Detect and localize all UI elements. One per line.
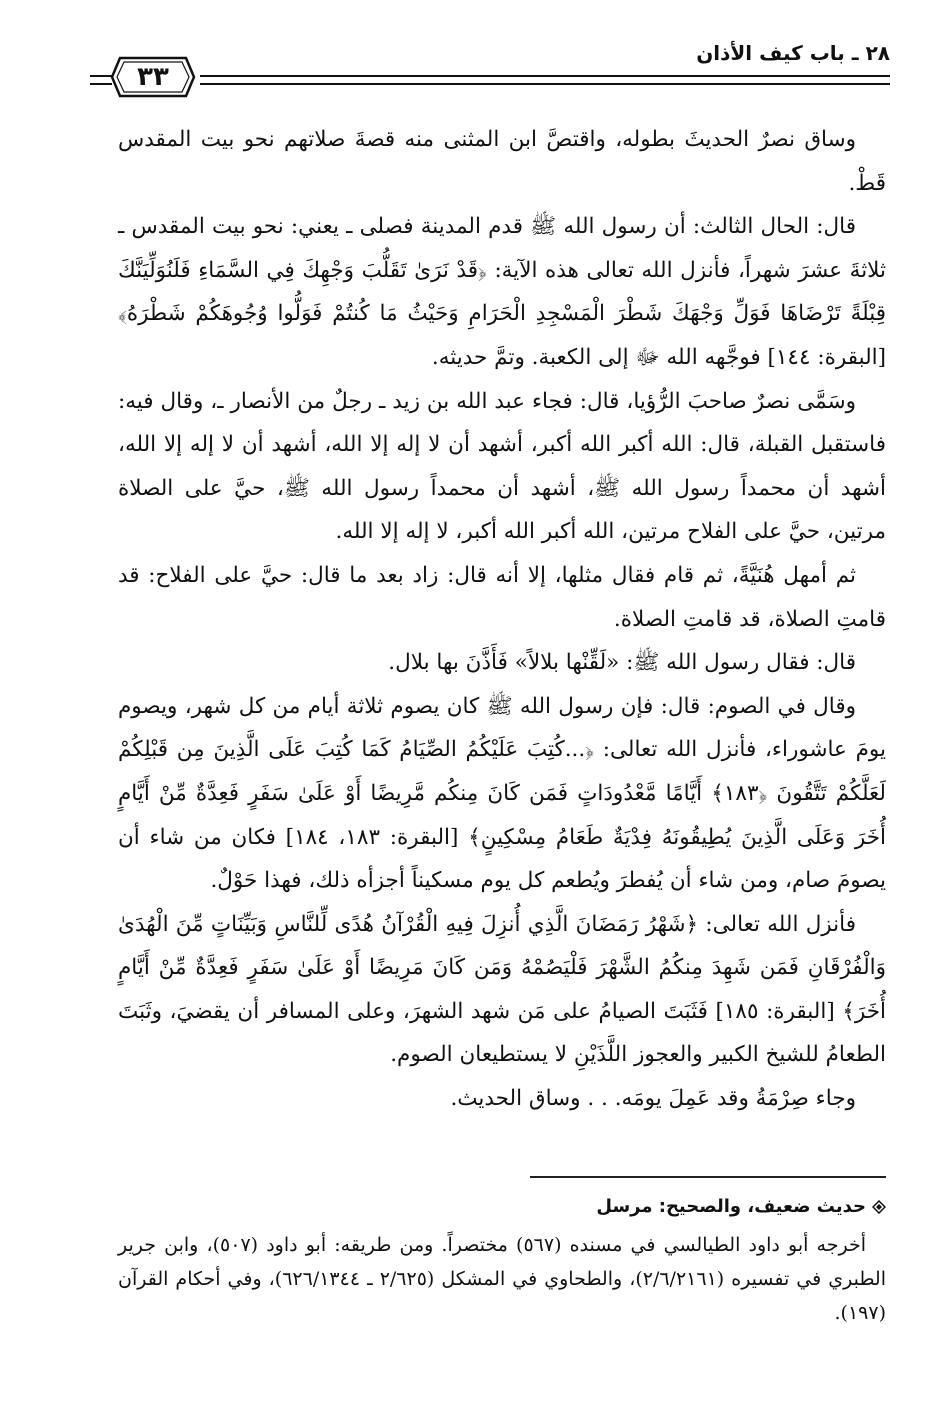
header-rule	[200, 75, 890, 85]
footnote-heading-row	[118, 1190, 886, 1224]
paragraph: وسَمَّى نصرٌ صاحبَ الرُّؤيا، قال: فجاء عبد الله بن زيد ـ رجلٌ من الأنصار ـ، وقال فيه: فاستقبل القبلة، قال: الله أكبر الله أكبر، أشهد أن لا إله إلا الله، أشهد أن لا إله إلا الله، أشهد أن محمداً رسول الله ﷺ، أشهد أن محمداً رسول الله ﷺ، حيَّ على الصلاة مرتين، حيَّ على الفلاح مرتين، الله أكبر الله أكبر، لا إله إلا الله.	[118, 388, 886, 545]
paragraph: قال: فقال رسول الله ﷺ: «لَقِّنْها بلالاً» فَأَذَّنَ بها بلال.	[388, 650, 856, 676]
page-number: ٣٣	[137, 62, 169, 92]
paragraph: وساق نصرٌ الحديثَ بطوله، واقتصَّ ابن المثنى منه قصةَ صلاتهم نحو بيت المقدس قَطْ.	[118, 127, 886, 196]
main-text	[118, 118, 886, 1121]
paragraph: وقال في الصوم: قال: فإن رسول الله ﷺ كان يصوم ثلاثة أيام من كل شهر، ويصوم يومَ عاشوراء، فأنزل الله تعالى: ﴿...كُتِبَ عَلَيْكُمُ الصِّيَامُ كَمَا كُتِبَ عَلَى الَّذِينَ مِن قَبْلِكُمْ لَعَلَّكُمْ تَتَّقُونَ ﴿١٨٣﴾ أَيَّامًا مَّعْدُودَاتٍ فَمَن كَانَ مِنكُم مَّرِيضًا أَوْ عَلَىٰ سَفَرٍ فَعِدَّةٌ مِّنْ أَيَّامٍ أُخَرَ وَعَلَى الَّذِينَ يُطِيقُونَهُ فِدْيَةٌ طَعَامُ مِسْكِينٍ﴾ [البقرة: ١٨٣، ١٨٤] فكان من شاء أن يصومَ صام، ومن شاء أن يُفطرَ ويُطعم كل يوم مسكيناً أجزأه ذلك، فهذا حَوْلٌ.	[118, 693, 886, 894]
paragraph: قال: الحال الثالث: أن رسول الله ﷺ قدم المدينة فصلى ـ يعني: نحو بيت المقدس ـ ثلاثةَ عشرَ شهراً، فأنزل الله تعالى هذه الآية: ﴿قَدْ نَرَىٰ تَقَلُّبَ وَجْهِكَ فِي السَّمَاءِ فَلَنُوَلِّيَنَّكَ قِبْلَةً تَرْضَاهَا فَوَلِّ وَجْهَكَ شَطْرَ الْمَسْجِدِ الْحَرَامِ وَحَيْثُ مَا كُنتُمْ فَوَلُّوا وُجُوهَكُمْ شَطْرَهُ﴾ [البقرة: ١٤٤] فوجَّهه الله ﷻ إلى الكعبة. وتمَّ حديثه.	[118, 214, 886, 370]
page-number-frame	[110, 56, 196, 98]
footnote-separator	[530, 1176, 886, 1178]
header-rule-left	[90, 75, 112, 85]
footnote-text: أخرجه أبو داود الطيالسي في مسنده (٥٦٧) مختصراً. ومن طريقه: أبو داود (٥٠٧)، وابن جرير الطبري في تفسيره (٢/٦/٢١٦١)، والطحاوي في المشكل (٢/٦٢٥ ـ ٦٢٦/١٣٤٤)، وفي أحكام القرآن (١٩٧).	[118, 1234, 886, 1324]
footnote	[118, 1190, 886, 1330]
paragraph: ثم أمهل هُنَيَّةً، ثم قام فقال مثلها، إلا أنه قال: زاد بعد ما قال: حيَّ على الفلاح: قد قامتِ الصلاة، قد قامتِ الصلاة.	[118, 562, 886, 632]
page-header	[90, 30, 890, 100]
paragraph: فأنزل الله تعالى: ﴿شَهْرُ رَمَضَانَ الَّذِي أُنزِلَ فِيهِ الْقُرْآنُ هُدًى لِّلنَّاسِ وَبَيِّنَاتٍ مِّنَ الْهُدَىٰ وَالْفُرْقَانِ فَمَن شَهِدَ مِنكُمُ الشَّهْرَ فَلْيَصُمْهُ وَمَن كَانَ مَرِيضًا أَوْ عَلَىٰ سَفَرٍ فَعِدَّةٌ مِّنْ أَيَّامٍ أُخَرَ﴾ [البقرة: ١٨٥] فَثَبَتَ الصيامُ على مَن شهد الشهرَ، وعلى المسافر أن يقضيَ، وثَبَتَ الطعامُ للشيخ الكبير والعجوز اللَّذَيْنِ لا يستطيعان الصوم.	[118, 911, 886, 1068]
paragraph: وجاء صِرْمَةُ وقد عَمِلَ يومَه. . . وساق الحديث.	[450, 1086, 856, 1112]
footnote-marker-icon	[872, 1200, 886, 1214]
chapter-title: ٢٨ ـ باب كيف الأذان	[696, 41, 890, 65]
footnote-heading: حديث ضعيف، والصحيح: مرسل	[596, 1196, 866, 1217]
